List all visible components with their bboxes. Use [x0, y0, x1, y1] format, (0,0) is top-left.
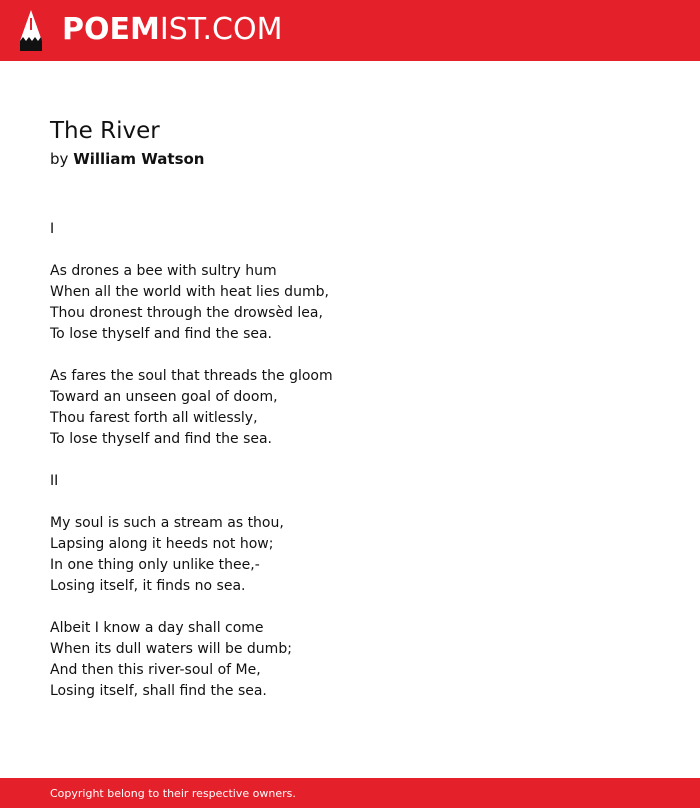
copyright-notice: Copyright belong to their respective owners.	[50, 787, 296, 800]
stanza-gap	[50, 492, 650, 513]
poem-line: Toward an unseen goal of doom,	[50, 389, 278, 405]
poem-title: The River	[50, 118, 160, 144]
brand-light: IST.COM	[159, 12, 283, 47]
poem-line: As fares the soul that threads the gloom	[50, 368, 333, 384]
poem-line: Losing itself, it finds no sea.	[50, 578, 246, 594]
poem-line: In one thing only unlike thee,-	[50, 557, 260, 573]
poem-line: As drones a bee with sultry hum	[50, 263, 277, 279]
section-numeral: II	[50, 473, 59, 489]
brand-bold: POEM	[62, 12, 160, 47]
poem-line: When its dull waters will be dumb;	[50, 641, 292, 657]
pen-nib-icon[interactable]	[18, 10, 44, 51]
poem-line: Albeit I know a day shall come	[50, 620, 264, 636]
site-footer	[0, 778, 700, 808]
stanza-gap	[50, 597, 650, 618]
poem-line: My soul is such a stream as thou,	[50, 515, 284, 531]
poem-line: Thou farest forth all witlessly,	[50, 410, 258, 426]
byline-prefix: by	[50, 150, 69, 168]
stanza-gap	[50, 450, 650, 471]
poem-body	[50, 219, 650, 702]
section-numeral: I	[50, 221, 55, 237]
poem-line: Lapsing along it heeds not how;	[50, 536, 274, 552]
poem-line: To lose thyself and find the sea.	[50, 431, 273, 447]
poem-author: William Watson	[73, 150, 205, 168]
poem-line: To lose thyself and find the sea.	[50, 326, 273, 342]
poem-line: And then this river-soul of Me,	[50, 662, 261, 678]
site-logo[interactable]	[62, 12, 282, 48]
poem-line: When all the world with heat lies dumb,	[50, 284, 329, 300]
stanza-gap	[50, 345, 650, 366]
stanza-gap	[50, 240, 650, 261]
poem-byline	[50, 149, 205, 169]
poem-line: Thou dronest through the drowsèd lea,	[50, 305, 323, 321]
poem-line: Losing itself, shall find the sea.	[50, 683, 267, 699]
site-header	[0, 0, 700, 61]
